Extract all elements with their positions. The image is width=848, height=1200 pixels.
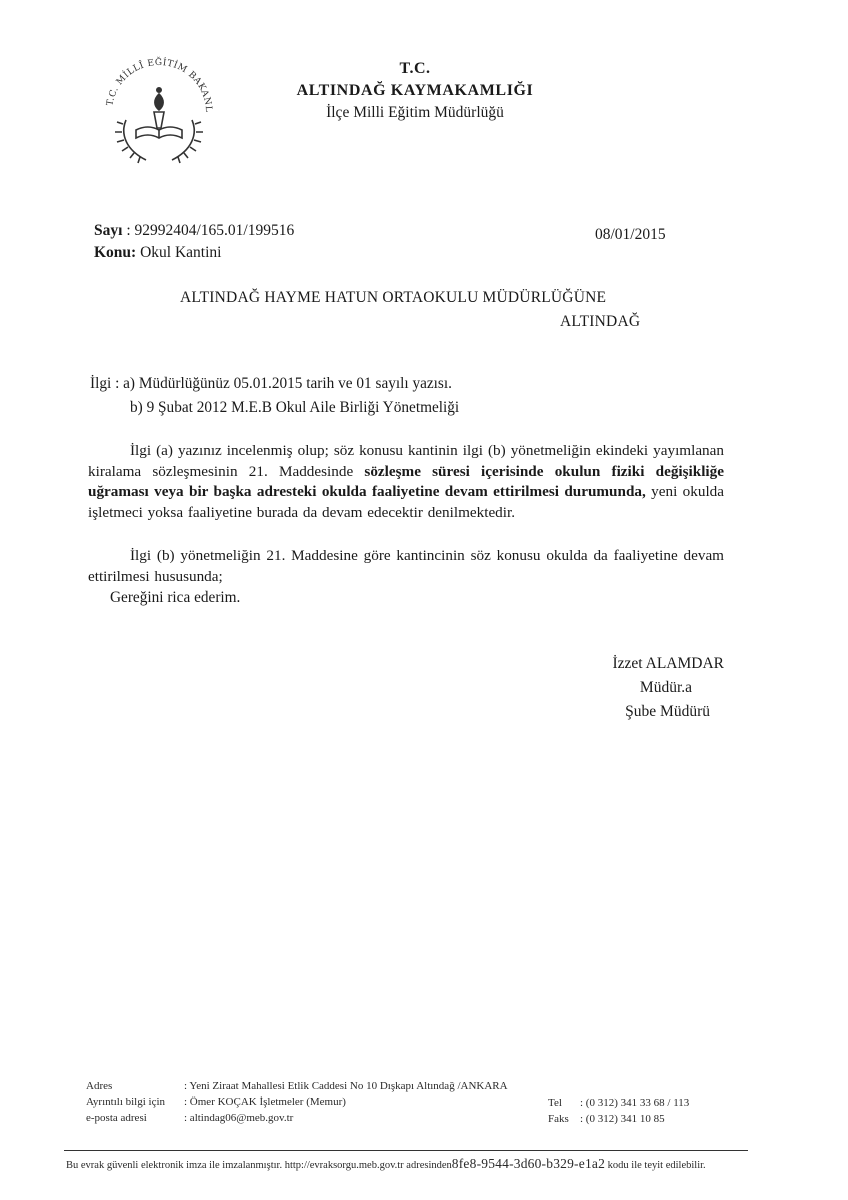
- sayi-value: : 92992404/165.01/199516: [126, 222, 295, 239]
- seal-emblem-icon: [96, 50, 222, 176]
- header-directorate: İlçe Milli Eğitim Müdürlüğü: [326, 104, 504, 121]
- addressee-line-1: ALTINDAĞ HAYME HATUN ORTAOKULU MÜDÜRLÜĞÜNE: [180, 289, 607, 306]
- addressee-line-2: ALTINDAĞ: [560, 313, 641, 330]
- svg-text:T.C. MİLLÎ EĞİTİM BAKANLIĞI: T.C. MİLLÎ EĞİTİM BAKANL: [105, 57, 214, 113]
- footer-email-label: e-posta adresi: [86, 1112, 147, 1124]
- verification-suffix: kodu ile teyit edilebilir.: [605, 1160, 706, 1171]
- body-paragraph-1: [88, 441, 724, 523]
- signatory-title-1: Müdür.a: [639, 679, 692, 696]
- footer-divider: [64, 1150, 748, 1151]
- verification-line: [66, 1156, 706, 1172]
- footer-fax-label: Faks: [548, 1113, 569, 1125]
- reference-a: İlgi : a) Müdürlüğünüz 05.01.2015 tarih ve 01 sayılı yazısı.: [90, 375, 452, 392]
- footer-info-value: : Ömer KOÇAK İşletmeler (Memur): [184, 1096, 346, 1108]
- sayi-label: Sayı: [94, 222, 123, 239]
- body-paragraph-2: [88, 546, 724, 587]
- footer-fax-value: : (0 312) 341 10 85: [580, 1113, 665, 1125]
- paragraph-1-end: yeni okulda işletmeci yoksa faaliyetine burada da devam edecektir denilmektedir.: [88, 483, 725, 521]
- paragraph-1-bold: sözleşme süresi içerisinde okulun fiziki değişikliğe uğraması veya bir başka adresteki okulda faaliyetine devam ettirilmesi durumunda,: [88, 462, 724, 501]
- signatory-name: İzzet ALAMDAR: [612, 655, 724, 672]
- konu-label: Konu:: [94, 244, 137, 261]
- header-country: T.C.: [399, 60, 431, 77]
- footer-address-label: Adres: [86, 1080, 113, 1092]
- document-date: 08/01/2015: [595, 226, 666, 243]
- header-governorship: ALTINDAĞ KAYMAKAMLIĞI: [296, 82, 534, 99]
- konu-value: Okul Kantini: [140, 244, 222, 261]
- closing-line: Gereğini rica ederim.: [110, 589, 241, 606]
- sayi-line: [94, 222, 294, 240]
- reference-b: b) 9 Şubat 2012 M.E.B Okul Aile Birliği Yönetmeliği: [130, 399, 460, 416]
- footer-email-value: : altindag06@meb.gov.tr: [184, 1112, 294, 1124]
- signatory-title-2: Şube Müdürü: [625, 703, 710, 720]
- konu-line: [94, 244, 221, 262]
- paragraph-1-start: İlgi (a) yazınız incelenmiş olup; söz konusu kantinin ilgi (b) yönetmeliğin ekindeki yayımlanan kiralama sözleşmesinin 21. Maddesinde: [88, 442, 724, 480]
- footer-address-value: : Yeni Ziraat Mahallesi Etlik Caddesi No 10 Dışkapı Altındağ /ANKARA: [184, 1080, 508, 1092]
- footer-tel-label: Tel: [548, 1097, 562, 1109]
- footer-info-label: Ayrıntılı bilgi için: [86, 1096, 166, 1108]
- footer-tel-value: : (0 312) 341 33 68 / 113: [580, 1097, 690, 1109]
- verification-prefix: Bu evrak güvenli elektronik imza ile imzalanmıştır. http://evraksorgu.meb.gov.tr adresinden: [66, 1160, 452, 1171]
- paragraph-2-text: İlgi (b) yönetmeliğin 21. Maddesine göre kantincinin söz konusu okulda da faaliyetine devam ettirilmesi hususunda;: [88, 547, 724, 585]
- ministry-seal-logo: [96, 50, 222, 176]
- verification-code: 8fe8-9544-3d60-b329-e1a2: [451, 1156, 606, 1171]
